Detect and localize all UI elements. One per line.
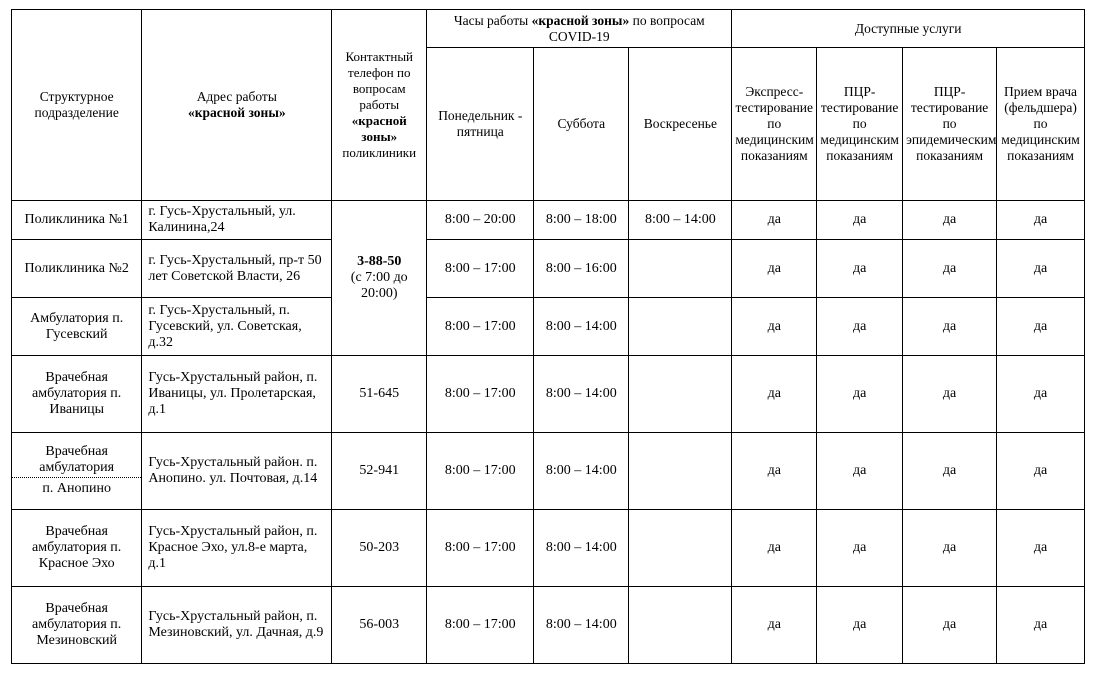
table-row [12, 298, 1085, 356]
address-cell: Гусь-Хрустальный район, п. Красное Эхо, ул.8-е марта, д.1 [142, 510, 332, 587]
header-services: Доступные услуги [732, 10, 1085, 48]
service-cell: да [903, 510, 997, 587]
red-zone-schedule-table [11, 9, 1085, 664]
division-cell: Поликлиника №1 [12, 201, 142, 240]
service-cell: да [903, 356, 997, 433]
table-row [12, 433, 1085, 510]
header-division: Структурное подразделение [12, 10, 142, 201]
service-cell: да [817, 240, 903, 298]
division-cell: Амбулатория п. Гусевский [12, 298, 142, 356]
service-cell: да [817, 356, 903, 433]
address-cell: г. Гусь-Хрустальный, пр-т 50 лет Советской Власти, 26 [142, 240, 332, 298]
sunday-hours [629, 240, 732, 298]
sunday-hours [629, 587, 732, 664]
saturday-hours: 8:00 – 14:00 [534, 356, 629, 433]
division-settlement: п. Анопино [42, 481, 111, 496]
service-cell: да [997, 298, 1085, 356]
service-cell: да [732, 587, 817, 664]
division-cell: Врачебная амбулатория п. Красное Эхо [12, 510, 142, 587]
header-phone: Контактный телефон по вопросам работы «красной зоны» поликлиники [332, 10, 427, 201]
service-cell: да [997, 356, 1085, 433]
service-cell: да [997, 587, 1085, 664]
header-weekday: Понедельник - пятница [427, 48, 534, 201]
saturday-hours: 8:00 – 14:00 [534, 587, 629, 664]
weekday-hours: 8:00 – 17:00 [427, 298, 534, 356]
service-cell: да [903, 240, 997, 298]
header-doctor-visit: Прием врача (фельдшера) по медицинским показаниям [997, 48, 1085, 201]
header-saturday: Суббота [534, 48, 629, 201]
header-address: Адрес работы «красной зоны» [142, 10, 332, 201]
sunday-hours [629, 356, 732, 433]
shared-phone-cell: 3-88-50 (с 7:00 до 20:00) [332, 201, 427, 356]
phone-cell: 51-645 [332, 356, 427, 433]
division-cell: Врачебная амбулатория п. Иваницы [12, 356, 142, 433]
address-cell: Гусь-Хрустальный район. п. Анопино. ул. Почтовая, д.14 [142, 433, 332, 510]
sunday-hours: 8:00 – 14:00 [629, 201, 732, 240]
service-cell: да [903, 433, 997, 510]
weekday-hours: 8:00 – 17:00 [427, 356, 534, 433]
header-pcr-medical: ПЦР-тестирование по медицинским показаниям [817, 48, 903, 201]
service-cell: да [732, 433, 817, 510]
phone-cell: 52-941 [332, 433, 427, 510]
service-cell: да [997, 240, 1085, 298]
table-row [12, 240, 1085, 298]
division-cell [12, 433, 142, 510]
saturday-hours: 8:00 – 14:00 [534, 510, 629, 587]
table-row [12, 587, 1085, 664]
service-cell: да [817, 510, 903, 587]
service-cell: да [732, 510, 817, 587]
weekday-hours: 8:00 – 17:00 [427, 240, 534, 298]
phone-cell: 56-003 [332, 587, 427, 664]
table-row [12, 201, 1085, 240]
division-name: Врачебная амбулатория [12, 442, 141, 478]
address-cell: Гусь-Хрустальный район, п. Иваницы, ул. Пролетарская, д.1 [142, 356, 332, 433]
service-cell: да [732, 201, 817, 240]
saturday-hours: 8:00 – 18:00 [534, 201, 629, 240]
sunday-hours [629, 433, 732, 510]
header-working-hours: Часы работы «красной зоны» по вопросам COVID-19 [427, 10, 732, 48]
service-cell: да [903, 587, 997, 664]
weekday-hours: 8:00 – 17:00 [427, 587, 534, 664]
weekday-hours: 8:00 – 20:00 [427, 201, 534, 240]
service-cell: да [817, 298, 903, 356]
header-row-1 [12, 10, 1085, 48]
table-row [12, 356, 1085, 433]
service-cell: да [997, 433, 1085, 510]
address-cell: г. Гусь-Хрустальный, ул. Калинина,24 [142, 201, 332, 240]
address-cell: г. Гусь-Хрустальный, п. Гусевский, ул. Советская, д.32 [142, 298, 332, 356]
weekday-hours: 8:00 – 17:00 [427, 433, 534, 510]
service-cell: да [817, 201, 903, 240]
header-express-test: Экспресс-тестирование по медицинским показаниям [732, 48, 817, 201]
table-row [12, 510, 1085, 587]
service-cell: да [817, 587, 903, 664]
service-cell: да [997, 510, 1085, 587]
service-cell: да [997, 201, 1085, 240]
service-cell: да [732, 240, 817, 298]
phone-cell: 50-203 [332, 510, 427, 587]
saturday-hours: 8:00 – 16:00 [534, 240, 629, 298]
service-cell: да [817, 433, 903, 510]
weekday-hours: 8:00 – 17:00 [427, 510, 534, 587]
service-cell: да [732, 298, 817, 356]
saturday-hours: 8:00 – 14:00 [534, 298, 629, 356]
address-cell: Гусь-Хрустальный район, п. Мезиновский, ул. Дачная, д.9 [142, 587, 332, 664]
service-cell: да [903, 201, 997, 240]
division-cell: Поликлиника №2 [12, 240, 142, 298]
saturday-hours: 8:00 – 14:00 [534, 433, 629, 510]
sunday-hours [629, 510, 732, 587]
sunday-hours [629, 298, 732, 356]
division-cell: Врачебная амбулатория п. Мезиновский [12, 587, 142, 664]
header-pcr-epidemic: ПЦР-тестирование по эпидемическим показаниям [903, 48, 997, 201]
service-cell: да [903, 298, 997, 356]
header-sunday: Воскресенье [629, 48, 732, 201]
service-cell: да [732, 356, 817, 433]
